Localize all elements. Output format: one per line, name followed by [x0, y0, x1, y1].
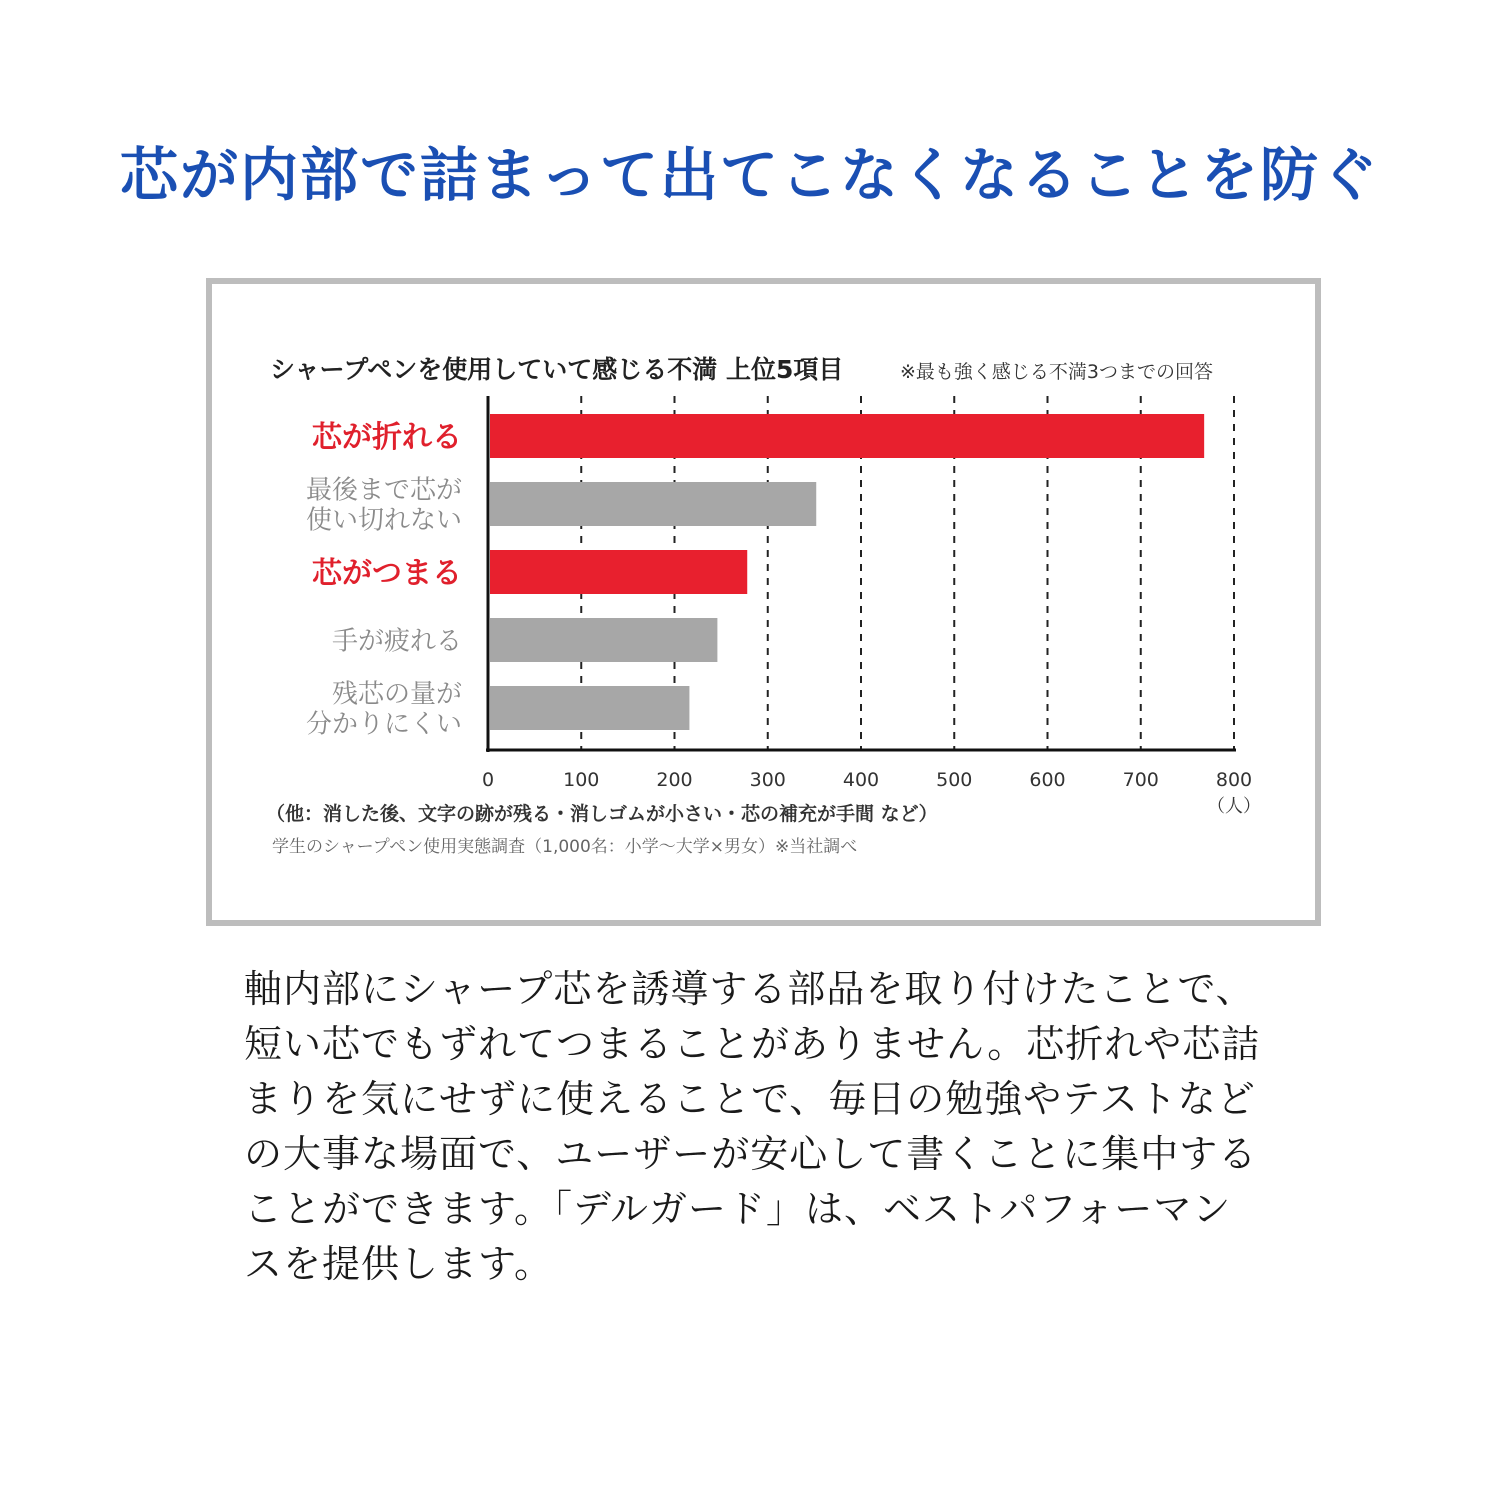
x-tick-label: 800 — [1215, 769, 1253, 791]
bar — [490, 550, 747, 594]
category-label: 使い切れない — [305, 505, 462, 536]
x-tick-label: 400 — [842, 769, 880, 791]
description-line: 短い芯でもずれてつまることがありません。芯折れや芯詰 — [244, 1022, 1261, 1066]
x-tick-label: 600 — [1029, 769, 1066, 791]
category-label: 分かりにくい — [305, 709, 462, 740]
x-tick-labels — [482, 769, 1252, 791]
axis-unit: （人） — [1207, 796, 1261, 817]
chart-title: シャープペンを使用していて感じる不満 上位5項目 — [270, 355, 844, 384]
description-line: スを提供します。 — [244, 1242, 553, 1286]
bar — [490, 686, 689, 730]
chart-note: （他：消した後、文字の跡が残る・消しゴムが小さい・芯の補充が手間 など） — [266, 803, 938, 825]
category-label: 手が疲れる — [331, 626, 462, 657]
category-label: 残芯の量が — [331, 679, 462, 710]
chart-frame — [206, 278, 1321, 926]
category-labels — [306, 420, 462, 740]
page-title: 芯が内部で詰まって出てこなくなることを防ぐ — [119, 141, 1380, 209]
chart-subtitle: ※最も強く感じる不満3つまでの回答 — [900, 361, 1214, 383]
x-tick-label: 200 — [656, 769, 693, 791]
bar — [490, 482, 816, 526]
x-tick-label: 500 — [936, 769, 973, 791]
x-tick-label: 0 — [481, 769, 495, 791]
category-label: 芯がつまる — [312, 555, 462, 591]
category-label: 芯が折れる — [312, 419, 462, 455]
bars — [490, 414, 1204, 730]
category-label: 最後まで芯が — [305, 475, 462, 506]
description-line: まりを気にせずに使えることで、毎日の勉強やテストなど — [244, 1077, 1256, 1121]
x-tick-label: 100 — [563, 769, 600, 791]
description-line: ことができます。「デルガード」は、ベストパフォーマン — [244, 1187, 1232, 1231]
description-line: 軸内部にシャープ芯を誘導する部品を取り付けたことで、 — [244, 967, 1255, 1011]
bar — [490, 618, 717, 662]
description-text — [244, 962, 1264, 1292]
bar — [490, 414, 1204, 458]
bar-chart — [212, 284, 1315, 920]
x-tick-label: 300 — [749, 769, 786, 791]
chart-source: 学生のシャープペン使用実態調査（1,000名：小学〜大学×男女）※当社調べ — [272, 837, 858, 857]
x-tick-label: 700 — [1122, 769, 1159, 791]
description-line: の大事な場面で、ユーザーが安心して書くことに集中する — [244, 1132, 1258, 1176]
